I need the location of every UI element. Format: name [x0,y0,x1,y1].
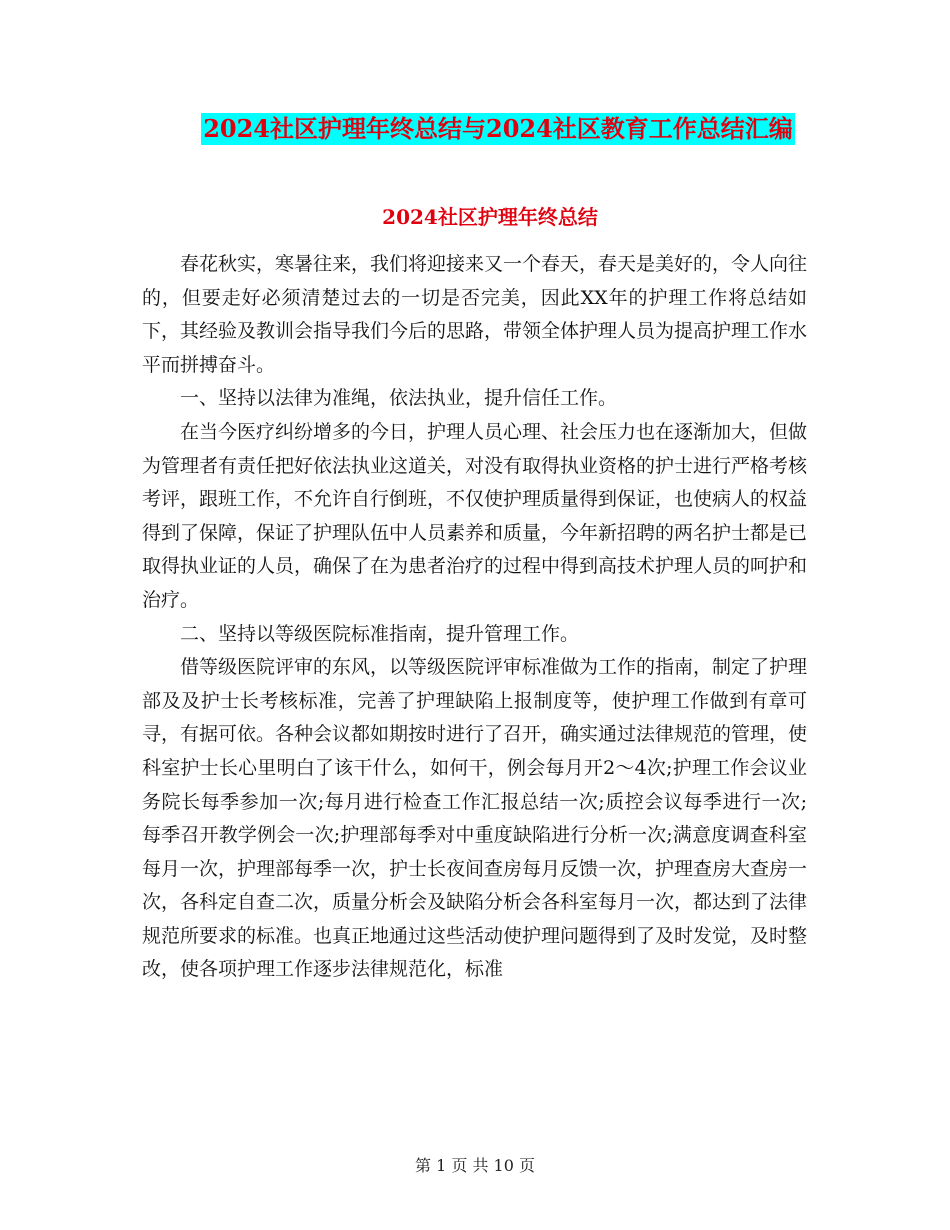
paragraph-intro: 春花秋实，寒暑往来，我们将迎接来又一个春天，春天是美好的，令人向往的，但要走好必须清楚过去的一切是否完美，因此XX年的护理工作将总结如下，其经验及教训会指导我们今后的思路，带领全体护理人员为提高护理工作水平而拼搏奋斗。 [142,253,808,376]
paragraph-heading-1: 一、坚持以法律为准绳，依法执业，提升信任工作。 [180,387,618,410]
main-title-container [0,113,950,145]
document-body [142,248,807,987]
paragraph-body-1: 在当今医疗纠纷增多的今日，护理人员心理、社会压力也在逐渐加大，但做为管理者有责任把好依法执业这道关，对没有取得执业资格的护士进行严格考核考评，跟班工作，不允许自行倒班，不仅使护理质量得到保证，也使病人的权益得到了保障，保证了护理队伍中人员素养和质量，今年新招聘的两名护士都是已取得执业证的人员，确保了在为患者治疗的过程中得到高技术护理人员的呵护和治疗。 [142,420,808,611]
section-title: 2024社区护理年终总结 [382,205,598,229]
paragraph-heading-2: 二、坚持以等级医院标准指南，提升管理工作。 [180,622,580,645]
page-footer: 第 1 页 共 10 页 [415,1156,535,1175]
document-title: 2024社区护理年终总结与2024社区教育工作总结汇编 [203,114,793,143]
paragraph-body-2: 借等级医院评审的东风，以等级医院评审标准做为工作的指南，制定了护理部及及护士长考核标准，完善了护理缺陷上报制度等，使护理工作做到有章可寻，有据可依。各种会议都如期按时进行了召开，确实通过法律规范的管理，使科室护士长心里明白了该干什么，如何干，例会每月开2～4次;护理工作会议业务院长每季参加一次;每月进行检查工作汇报总结一次;质控会议每季进行一次;每季召开教学例会一次;护理部每季对中重度缺陷进行分析一次;满意度调查科室每月一次，护理部每季一次，护士长夜间查房每月反馈一次，护理查房大查房一次，各科定自查二次，质量分析会及缺陷分析会各科室每月一次，都达到了法律规范所要求的标准。也真正地通过这些活动使护理问题得到了及时发觉，及时整改，使各项护理工作逐步法律规范化，标准 [142,656,808,981]
